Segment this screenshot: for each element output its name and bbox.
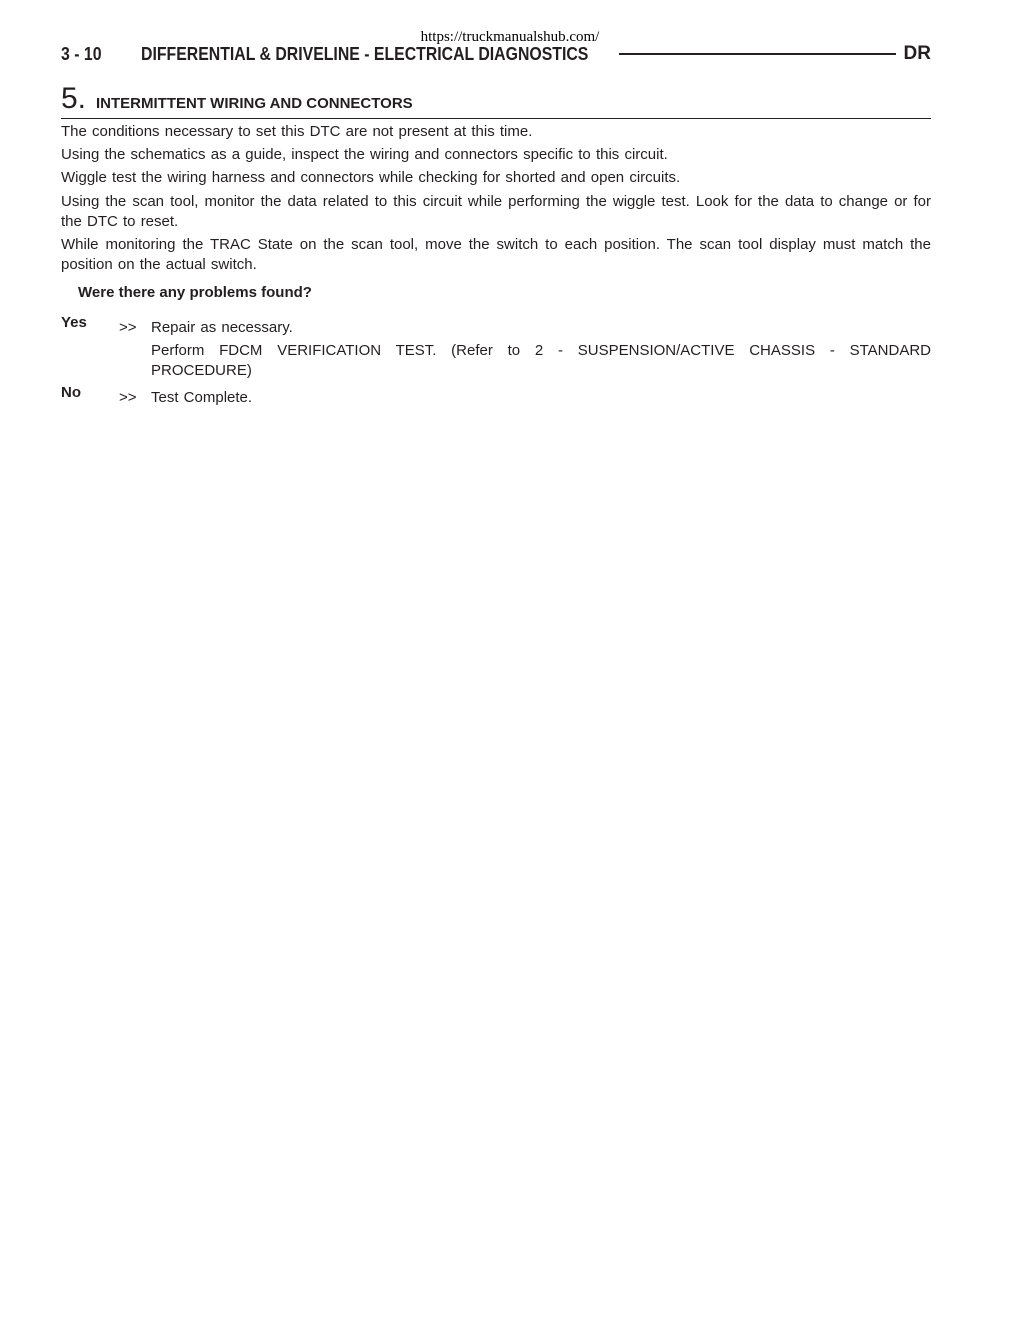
page-header bbox=[61, 42, 931, 66]
answer-yes-arrow: >> bbox=[119, 319, 137, 336]
paragraph: Wiggle test the wiring harness and connectors while checking for shorted and open circuits. bbox=[61, 169, 681, 186]
paragraph: While monitoring the TRAC State on the scan tool, move the switch to each position. The scan tool display must match the position on the actual switch. bbox=[61, 236, 931, 273]
model-code: DR bbox=[903, 43, 931, 64]
page-number: 3 - 10 bbox=[61, 43, 102, 64]
answer-no-label: No bbox=[61, 384, 81, 401]
paragraph: The conditions necessary to set this DTC are not present at this time. bbox=[61, 123, 533, 140]
answer-yes-label: Yes bbox=[61, 314, 87, 331]
step-number: 5. bbox=[61, 82, 87, 115]
answer-no bbox=[61, 384, 931, 408]
step-title: INTERMITTENT WIRING AND CONNECTORS bbox=[96, 95, 413, 112]
answer-line: Perform FDCM VERIFICATION TEST. (Refer to 2 - SUSPENSION/ACTIVE CHASSIS - STANDARD PROCEDURE) bbox=[151, 342, 931, 379]
answer-no-arrow: >> bbox=[119, 389, 137, 406]
answer-line: Repair as necessary. bbox=[151, 319, 293, 336]
step-heading bbox=[61, 84, 931, 119]
header-rule bbox=[619, 53, 895, 55]
answer-no-text bbox=[151, 388, 931, 408]
answer-line: Test Complete. bbox=[151, 389, 253, 406]
paragraph: Using the scan tool, monitor the data related to this circuit while performing the wiggle test. Look for the data to change or for the DTC to reset. bbox=[61, 193, 931, 230]
answer-yes-text bbox=[151, 318, 931, 381]
answer-yes bbox=[61, 314, 931, 378]
question: Were there any problems found? bbox=[78, 284, 312, 301]
section-title: DIFFERENTIAL & DRIVELINE - ELECTRICAL DIAGNOSTICS bbox=[141, 43, 589, 64]
source-url: https://truckmanualshub.com/ bbox=[420, 29, 600, 45]
paragraph: Using the schematics as a guide, inspect the wiring and connectors specific to this circuit. bbox=[61, 146, 668, 163]
